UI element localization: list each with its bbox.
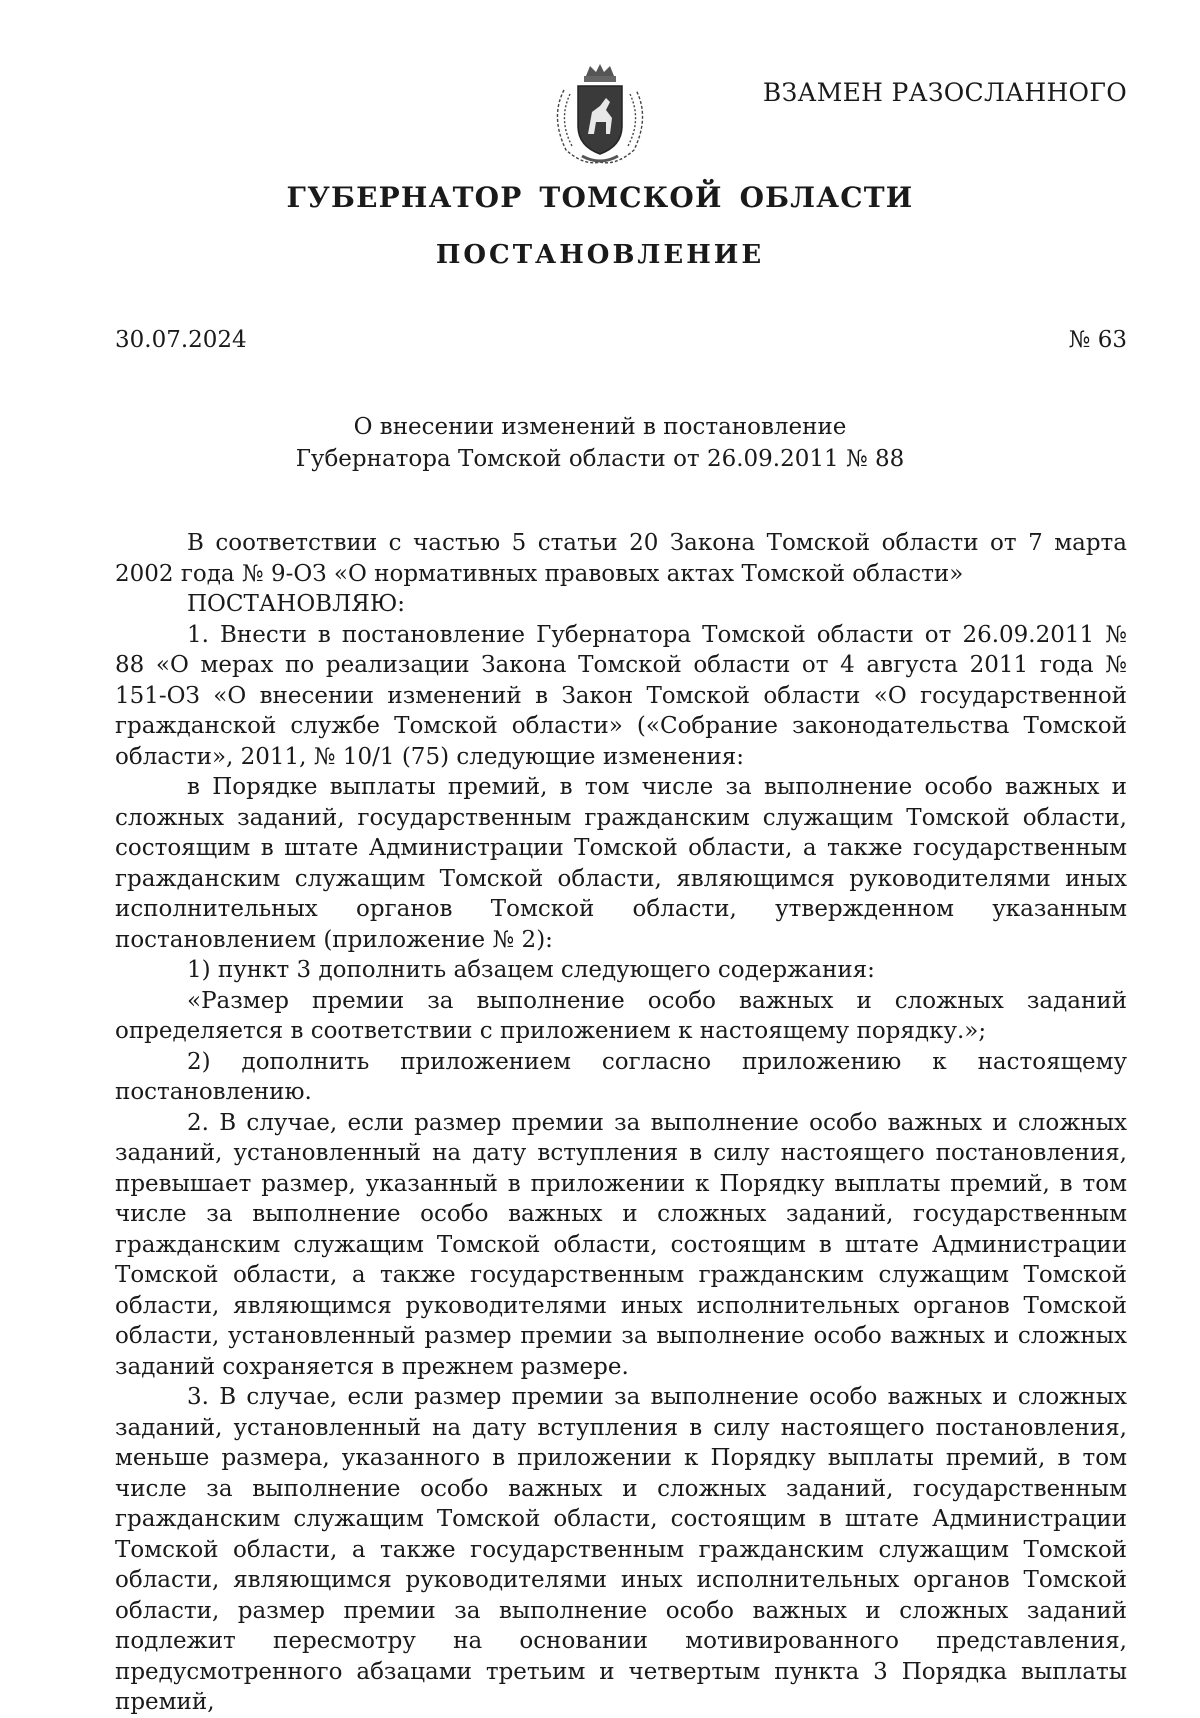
body-paragraph: 2) дополнить приложением согласно приложению к настоящему постановлению. [115,1048,1127,1105]
subject-line: О внесении изменений в постановление [353,414,847,440]
body-paragraph: 3. В случае, если размер премии за выполнение особо важных и сложных заданий, установленный на дату вступления в силу настоящего постановления, меньше размера, указанного в приложении к Порядку выплаты премий, в том числе за выполнение особо важных и сложных заданий, государственным гражданским служащим Томской области, состоящим в штате Администрации Томской области, а также государственным гражданским служащим Томской области, являющимся руководителями иных исполнительных органов Томской области, размер премии за выполнение особо важных и сложных заданий подлежит пересмотру на основании мотивированного представления, предусмотренного абзацами третьим и четвертым пункта 3 Порядка выплаты премий, [115,1384,1127,1715]
replacement-stamp: ВЗАМЕН РАЗОСЛАННОГО [762,78,1127,107]
document-subject [0,411,1200,475]
document-body [115,528,1127,1718]
subject-line: Губернатора Томской области от 26.09.2011 № 88 [295,446,905,472]
body-paragraph: «Размер премии за выполнение особо важных и сложных заданий определяется в соответствии с приложением к настоящему порядку.»; [115,987,1127,1044]
document-date: 30.07.2024 [115,327,247,353]
body-paragraph: в Порядке выплаты премий, в том числе за выполнение особо важных и сложных заданий, государственным гражданским служащим Томской области, состоящим в штате Администрации Томской области, а также государственным гражданским служащим Томской области, являющимся руководителями иных исполнительных органов Томской области, утвержденном указанным постановлением (приложение № 2): [115,774,1127,953]
body-paragraph: В соответствии с частью 5 статьи 20 Закона Томской области от 7 марта 2002 года № 9-ОЗ «О нормативных правовых актах Томской области» [115,530,1127,587]
issuing-authority: ГУБЕРНАТОР ТОМСКОЙ ОБЛАСТИ [286,181,914,214]
document-type: ПОСТАНОВЛЕНИЕ [435,240,765,270]
body-paragraph: 2. В случае, если размер премии за выполнение особо важных и сложных заданий, установленный на дату вступления в силу настоящего постановления, превышает размер, указанный в приложении к Порядку выплаты премий, в том числе за выполнение особо важных и сложных заданий, государственным гражданским служащим Томской области, состоящим в штате Администрации Томской области, а также государственным гражданским служащим Томской области, являющимся руководителями иных исполнительных органов Томской области, установленный размер премии за выполнение особо важных и сложных заданий сохраняется в прежнем размере. [115,1109,1127,1380]
body-paragraph: 1. Внести в постановление Губернатора Томской области от 26.09.2011 № 88 «О мерах по реализации Закона Томской области от 4 августа 2011 года № 151-ОЗ «О внесении изменений в Закон Томской области «О государственной гражданской службе Томской области» («Собрание законодательства Томской области», 2011, № 10/1 (75) следующие изменения: [115,621,1127,770]
coat-of-arms-emblem [544,62,656,172]
resolution-keyword: ПОСТАНОВЛЯЮ: [187,591,406,617]
document-number: № 63 [1068,327,1127,353]
body-paragraph: 1) пункт 3 дополнить абзацем следующего содержания: [187,957,875,983]
